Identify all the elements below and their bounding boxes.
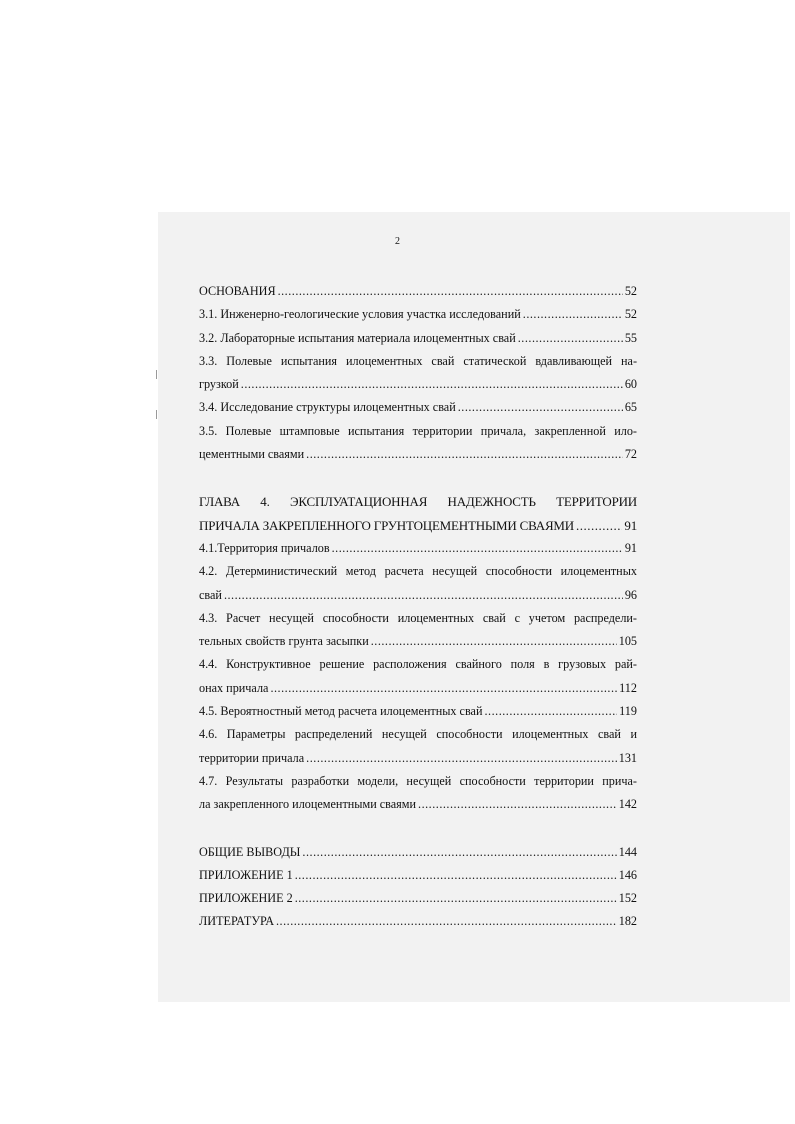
toc-entry <box>199 443 637 466</box>
toc-entry-page: 65 <box>624 400 637 415</box>
toc-entry-continued: 4.6. Параметры распределений несущей способности илоцементных свай и <box>199 727 637 742</box>
toc-entry <box>199 793 637 816</box>
toc-entry-title: тельных свойств грунта засыпки <box>199 634 369 649</box>
toc-entry <box>199 584 637 607</box>
toc-entry-title: 4.5. Вероятностный метод расчета илоцементных свай <box>199 704 483 719</box>
dot-leader <box>276 910 617 933</box>
dot-leader <box>332 537 623 560</box>
toc-entry-title: 3.4. Исследование структуры илоцементных свай <box>199 400 456 415</box>
section-gap <box>199 466 637 490</box>
toc-entry-title: ПРИЧАЛА ЗАКРЕПЛЕННОГО ГРУНТОЦЕМЕНТНЫМИ СВАЯМИ <box>199 517 574 533</box>
dot-leader <box>224 584 623 607</box>
toc-entry-page: 105 <box>618 634 637 649</box>
toc-entry-page: 142 <box>618 797 637 812</box>
toc-entry <box>199 677 637 700</box>
toc-entry-page: 96 <box>624 587 637 602</box>
toc-entry-title: территории причала <box>199 750 305 765</box>
dot-leader <box>576 514 622 537</box>
toc-entry-continued: 4.7. Результаты разработки модели, несущей способности территории прича- <box>199 773 637 788</box>
scan-artifact-mark <box>156 370 157 379</box>
toc-entry-page: 146 <box>618 867 637 882</box>
toc-entry-title: свай <box>199 587 222 602</box>
toc-entry-page: 152 <box>618 891 637 906</box>
toc-entry-page: 60 <box>624 377 637 392</box>
toc-entry-title: грузкой <box>199 377 239 392</box>
toc-entry-continued: 4.3. Расчет несущей способности илоцементных свай с учетом распредели- <box>199 610 637 625</box>
toc-entry-page: 52 <box>624 307 637 322</box>
dot-leader <box>485 700 618 723</box>
toc-entry <box>199 887 637 910</box>
toc-entry-continued: 3.5. Полевые штамповые испытания территории причала, закрепленной ило- <box>199 423 637 438</box>
toc-entry-page: 91 <box>624 517 637 533</box>
toc-entry <box>199 373 637 396</box>
toc-entry-title: 3.2. Лабораторные испытания материала илоцементных свай <box>199 330 516 345</box>
toc-entry-continued: 4.2. Детерминистический метод расчета несущей способности илоцементных <box>199 564 637 579</box>
toc-entry <box>199 303 637 326</box>
toc-entry <box>199 537 637 560</box>
section-gap <box>199 817 637 841</box>
toc-entry-title: 4.1.Территория причалов <box>199 540 330 555</box>
dot-leader <box>518 327 623 350</box>
dot-leader <box>278 280 623 303</box>
toc-entry <box>199 700 637 723</box>
dot-leader <box>418 793 617 816</box>
dot-leader <box>458 396 623 419</box>
toc-entry-title: ла закрепленного илоцементными сваями <box>199 797 417 812</box>
toc-entry <box>199 280 637 303</box>
dot-leader <box>241 373 623 396</box>
page-number: 2 <box>395 236 400 247</box>
toc-entry <box>199 327 637 350</box>
table-of-contents <box>199 280 637 934</box>
dot-leader <box>306 443 623 466</box>
toc-entry-title: 3.1. Инженерно-геологические условия участка исследований <box>199 307 521 322</box>
dot-leader <box>371 630 617 653</box>
toc-entry-title: ПРИЛОЖЕНИЕ 2 <box>199 891 293 906</box>
toc-entry-title: цементными сваями <box>199 447 305 462</box>
toc-entry <box>199 910 637 933</box>
toc-entry-title: онах причала <box>199 680 269 695</box>
dot-leader <box>270 677 617 700</box>
toc-entry-title: ЛИТЕРАТУРА <box>199 914 274 929</box>
toc-entry <box>199 514 637 537</box>
toc-entry <box>199 864 637 887</box>
toc-entry <box>199 396 637 419</box>
toc-entry-continued: 4.4. Конструктивное решение расположения свайного поля в грузовых рай- <box>199 657 637 672</box>
dot-leader <box>302 841 616 864</box>
toc-entry-title: ОБЩИЕ ВЫВОДЫ <box>199 844 301 859</box>
toc-entry-page: 55 <box>624 330 637 345</box>
toc-entry-page: 112 <box>619 680 637 695</box>
toc-entry <box>199 747 637 770</box>
dot-leader <box>295 864 617 887</box>
toc-entry-page: 72 <box>624 447 637 462</box>
toc-entry-page: 119 <box>619 704 637 719</box>
scan-artifact-mark <box>156 410 157 419</box>
toc-entry-page: 131 <box>618 750 637 765</box>
toc-entry <box>199 630 637 653</box>
toc-entry-continued: 3.3. Полевые испытания илоцементных свай статической вдавливающей на- <box>199 353 637 368</box>
dot-leader <box>295 887 617 910</box>
toc-entry-page: 144 <box>618 844 637 859</box>
dot-leader <box>523 303 623 326</box>
toc-entry-title: ПРИЛОЖЕНИЕ 1 <box>199 867 293 882</box>
dot-leader <box>306 747 617 770</box>
toc-entry <box>199 841 637 864</box>
chapter-heading: ГЛАВА 4. ЭКСПЛУАТАЦИОННАЯ НАДЕЖНОСТЬ ТЕРРИТОРИИ <box>199 494 637 510</box>
toc-entry-page: 52 <box>624 284 637 298</box>
toc-entry-title: ОСНОВАНИЯ <box>199 284 276 298</box>
toc-entry-page: 91 <box>624 540 637 555</box>
toc-entry-page: 182 <box>618 914 637 929</box>
